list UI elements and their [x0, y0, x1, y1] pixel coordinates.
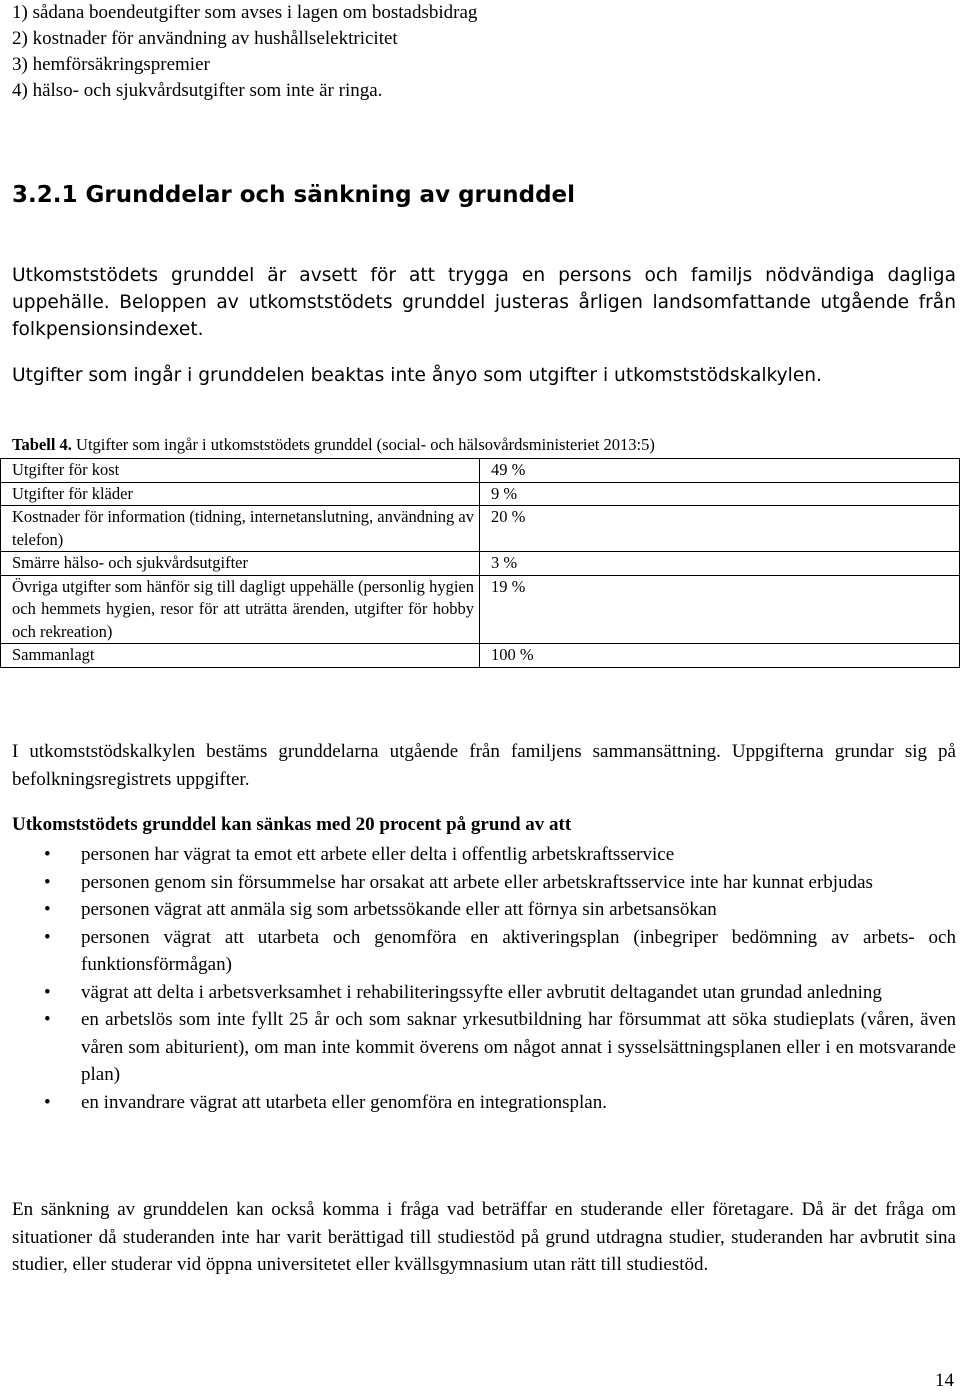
- table-cell-label: Övriga utgifter som hänför sig till dagligt uppehälle (personlig hygien och hemmets hygien, resor för att uträtta ärenden, utgifter för hobby och rekreation): [1, 575, 480, 644]
- table-cell-label: Utgifter för kläder: [1, 482, 480, 506]
- list-item: [0, 1006, 956, 1089]
- list-item: [0, 1089, 956, 1117]
- table-cell-value: 100 %: [480, 644, 960, 668]
- list-item-text: vägrat att delta i arbetsverksamhet i rehabiliteringssyfte eller avbrutit deltagandet utan grundad anledning: [81, 981, 882, 1003]
- table-caption: [12, 435, 655, 455]
- table-caption-text: Utgifter som ingår i utkomststödets grunddel (social- och hälsovårdsministeriet 2013:5): [71, 435, 655, 454]
- bullet-icon: •: [44, 981, 51, 1003]
- bullet-icon: •: [44, 844, 51, 865]
- list-item-text: en arbetslös som inte fyllt 25 år och som saknar yrkesutbildning har försummat att söka studieplats (våren, även våren som abiturient), om man inte kommit överens om något annat i sysselsättningsplanen eller i en motsvarande plan): [81, 1009, 956, 1085]
- table-cell-label: Sammanlagt: [1, 644, 480, 668]
- table-cell-label: Utgifter för kost: [1, 459, 480, 483]
- list-item-text: personen genom sin försummelse har orsakat att arbete eller arbetskraftsservice inte har kunnat erbjudas: [81, 871, 873, 893]
- table-cell-value: 49 %: [480, 459, 960, 483]
- final-paragraph: En sänkning av grunddelen kan också komma i fråga vad beträffar en studerande eller företagare. Då är det fråga om situationer då studeranden inte har varit berättigad till studiestöd på grund utdragna studier, studeranden har avbrutit sina studier, eller studerar vid öppna universitetet eller kvällsgymnasium utan rätt till studiestöd.: [12, 1199, 956, 1275]
- bullet-icon: •: [44, 899, 51, 920]
- table-caption-label: Tabell 4.: [12, 435, 72, 454]
- list-item-text: personen har vägrat ta emot ett arbete eller delta i offentlig arbetskraftsservice: [81, 844, 675, 865]
- section-heading: 3.2.1 Grunddelar och sänkning av grunddel: [12, 182, 576, 208]
- bullet-icon: •: [44, 1091, 51, 1113]
- list-item-text: personen vägrat att utarbeta och genomföra en aktiveringsplan (inbegriper bedömning av arbets- och funktionsförmågan): [81, 926, 956, 975]
- reduction-list: [0, 841, 956, 1116]
- table-cell-label: Smärre hälso- och sjukvårdsutgifter: [1, 552, 480, 576]
- list-item: [0, 841, 956, 869]
- bullet-icon: •: [44, 926, 51, 948]
- list-item: [0, 896, 956, 924]
- list-item-1: 1) sådana boendeutgifter som avses i lagen om bostadsbidrag: [12, 2, 478, 23]
- table-row: [1, 506, 960, 552]
- table-cell-value: 19 %: [480, 575, 960, 644]
- list-item-text: en invandrare vägrat att utarbeta eller genomföra en integrationsplan.: [81, 1091, 607, 1113]
- table-row: [1, 459, 960, 483]
- section-paragraph-2: Utgifter som ingår i grunddelen beaktas inte ånyo som utgifter i utkomststödskalkylen.: [12, 365, 822, 386]
- page-number: 14: [935, 1370, 954, 1391]
- table-row: [1, 644, 960, 668]
- table-row: [1, 552, 960, 576]
- expense-table: [0, 458, 960, 668]
- bullet-icon: •: [44, 871, 51, 893]
- list-item-text: personen vägrat att anmäla sig som arbetssökande eller att förnya sin arbetsansökan: [81, 899, 717, 920]
- table-row: [1, 575, 960, 644]
- list-item: [0, 979, 956, 1007]
- list-item: [0, 924, 956, 979]
- table-cell-label: Kostnader för information (tidning, internetanslutning, användning av telefon): [1, 506, 480, 552]
- list-item-2: 2) kostnader för användning av hushållselektricitet: [12, 28, 398, 49]
- list-item: [0, 869, 956, 897]
- reduction-heading: Utkomststödets grunddel kan sänkas med 20 procent på grund av att: [12, 814, 572, 835]
- section-paragraph-1: Utkomststödets grunddel är avsett för att trygga en persons och familjs nödvändiga dagliga uppehälle. Beloppen av utkomststödets grunddel justeras årligen landsomfattande utgående från folkpensionsindexet.: [12, 265, 956, 340]
- table-row: [1, 482, 960, 506]
- calc-paragraph: I utkomststödskalkylen bestäms grunddelarna utgående från familjens sammansättning. Uppgifterna grundar sig på befolkningsregistrets uppgifter.: [12, 741, 956, 790]
- table-cell-value: 9 %: [480, 482, 960, 506]
- table-cell-value: 3 %: [480, 552, 960, 576]
- list-item-4: 4) hälso- och sjukvårdsutgifter som inte är ringa.: [12, 80, 383, 101]
- bullet-icon: •: [44, 1009, 51, 1030]
- list-item-3: 3) hemförsäkringspremier: [12, 54, 210, 75]
- table-cell-value: 20 %: [480, 506, 960, 552]
